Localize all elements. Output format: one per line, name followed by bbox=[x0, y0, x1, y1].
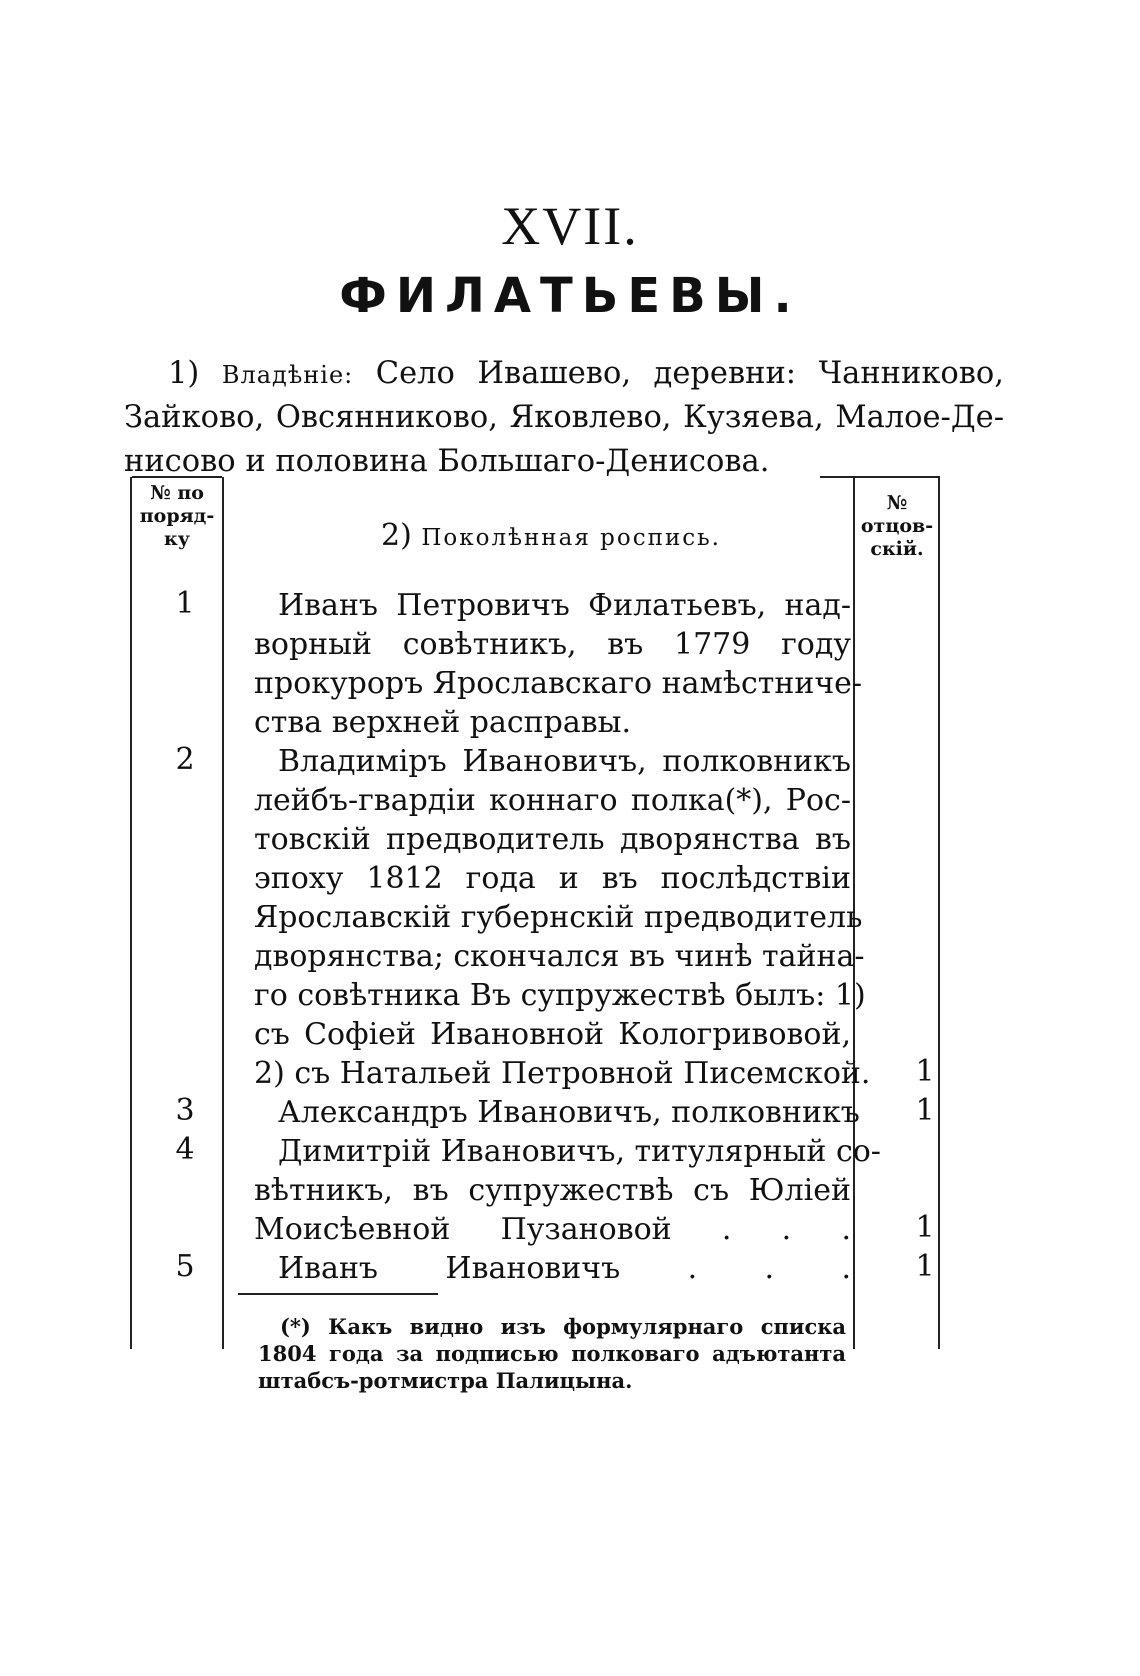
entry-line: Иванъ Ивановичъ . . . bbox=[278, 1251, 851, 1286]
father-number: 1 bbox=[915, 1054, 935, 1089]
footnote bbox=[258, 1313, 846, 1394]
entry-line: го совѣтника Въ супружествѣ былъ: 1) bbox=[254, 978, 866, 1013]
father-number: 1 bbox=[915, 1249, 935, 1284]
father-header-line: скій. bbox=[870, 538, 924, 560]
entry-text bbox=[254, 742, 871, 1093]
footnote-rule bbox=[238, 1293, 438, 1295]
order-header-line: поряд- bbox=[139, 505, 215, 527]
table-top-rule bbox=[132, 476, 222, 478]
table-divider-order bbox=[222, 477, 224, 1349]
order-number: 1 bbox=[175, 586, 195, 621]
entry-line: лейбъ-гвардіи коннаго полка(*), Рос- bbox=[254, 783, 851, 818]
entry-line: дворянства; скончался въ чинѣ тайна- bbox=[254, 939, 865, 974]
entry-text bbox=[254, 1093, 860, 1132]
entry-line: вѣтникъ, въ супружествѣ съ Юліей bbox=[254, 1173, 851, 1208]
entry-line: Ярославскій губернскій предводитель bbox=[254, 900, 863, 935]
father-number: 1 bbox=[915, 1093, 935, 1128]
schedule-title bbox=[256, 518, 846, 553]
entry-text bbox=[254, 586, 863, 742]
entry-line: эпоху 1812 года и въ послѣдствіи bbox=[254, 861, 851, 896]
holdings-number: 1) bbox=[168, 356, 200, 391]
entry-line: 2) съ Натальей Петровной Писемской. bbox=[254, 1056, 871, 1091]
entry-line: Александръ Ивановичъ, полковникъ bbox=[278, 1095, 860, 1130]
schedule-title-text: Поколѣнная роспись. bbox=[421, 525, 721, 551]
holdings-paragraph bbox=[124, 352, 1004, 484]
entry-text bbox=[254, 1132, 881, 1249]
entry-line: Владиміръ Ивановичъ, полковникъ bbox=[278, 744, 851, 779]
order-number: 2 bbox=[175, 742, 195, 777]
table-border-left bbox=[130, 477, 132, 1349]
order-column-header bbox=[132, 482, 222, 551]
holdings-line-2: Зайково, Овсянниково, Яковлево, Кузяева, Малое-Де- bbox=[124, 400, 1004, 435]
holdings-line-1 bbox=[124, 352, 1004, 396]
holdings-label: Владѣніе: bbox=[221, 361, 354, 389]
entry-line: Димитрій Ивановичъ, титулярный со- bbox=[278, 1134, 881, 1169]
footnote-line: штабсъ-ротмистра Палицына. bbox=[258, 1368, 633, 1393]
chapter-number: XVII. bbox=[501, 196, 639, 256]
footnote-line: (*) Какъ видно изъ формулярнаго списка bbox=[280, 1314, 846, 1339]
order-number: 5 bbox=[175, 1249, 195, 1284]
holdings-text-1: Село Ивашево, деревни: Чанниково, bbox=[375, 356, 1004, 391]
order-header-line: ку bbox=[164, 528, 190, 550]
order-number: 3 bbox=[175, 1093, 195, 1128]
table-top-rule-right bbox=[820, 476, 940, 478]
entry-text bbox=[254, 1249, 851, 1288]
footnote-line: 1804 года за подписью полковаго адъютанта bbox=[258, 1341, 846, 1366]
entry-line: съ Софіей Ивановной Кологривовой, bbox=[254, 1017, 851, 1052]
father-header-line: № отцов- bbox=[860, 492, 934, 537]
entry-line: ворный совѣтникъ, въ 1779 году bbox=[254, 627, 851, 662]
father-column-header bbox=[856, 492, 938, 561]
order-header-line: № по bbox=[150, 482, 204, 504]
order-number: 4 bbox=[175, 1132, 195, 1167]
entry-line: Иванъ Петровичъ Филатьевъ, над- bbox=[278, 588, 851, 623]
family-name-heading: ФИЛАТЬЕВЫ. bbox=[339, 268, 801, 324]
holdings-line-3: нисово и половина Большаго-Денисова. bbox=[124, 444, 770, 479]
entry-line: ства верхней расправы. bbox=[254, 705, 632, 740]
entry-line: прокуроръ Ярославскаго намѣстниче- bbox=[254, 666, 863, 701]
father-number: 1 bbox=[915, 1210, 935, 1245]
entry-line: Моисѣевной Пузановой . . . bbox=[254, 1212, 851, 1247]
schedule-number: 2) bbox=[381, 518, 412, 553]
entry-line: товскій предводитель дворянства въ bbox=[254, 822, 851, 857]
